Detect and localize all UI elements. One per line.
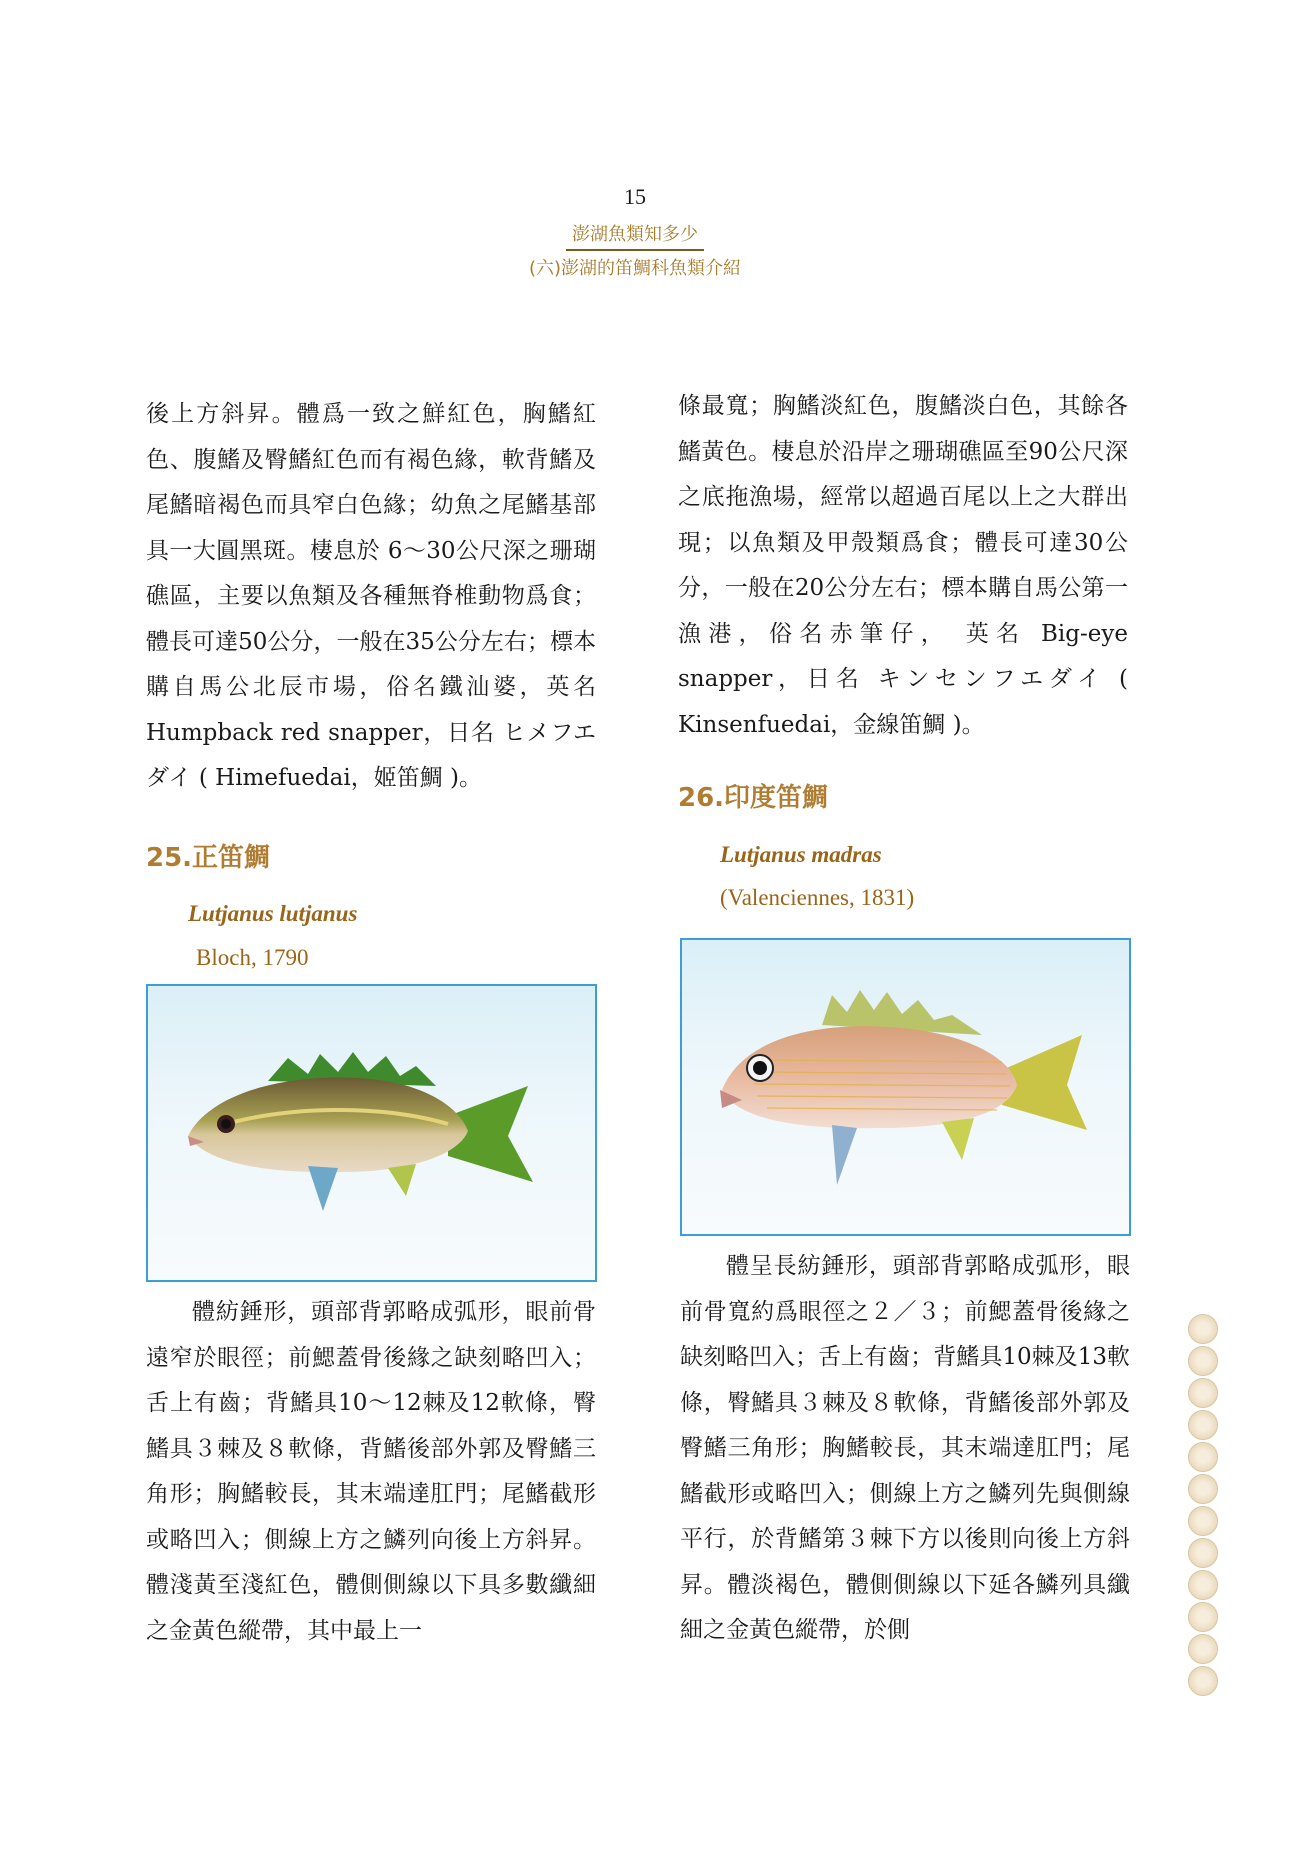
species-25-description: 體紡錘形，頭部背郭略成弧形，眼前骨遠窄於眼徑；前鰓蓋骨後緣之缺刻略凹入；舌上有齒；背鰭具10～12棘及12軟條，臀鰭具３棘及８軟條，背鰭後部外郭及臀鰭三角形；胸鰭較長，其末端達肛門；尾鰭截形或略凹入；側線上方之鱗列向後上方斜昇。體淺黃至淺紅色，體側側線以下具多數纖細之金黃色縱帶，其中最上一 [146, 1299, 596, 1644]
running-title-line1: 澎湖魚類知多少 [566, 220, 704, 251]
page-number: 15 [624, 184, 646, 209]
right-intro-paragraph: 條最寬；胸鰭淡紅色，腹鰭淡白色，其餘各鰭黃色。棲息於沿岸之珊瑚礁區至90公尺深之底拖漁場，經常以超過百尾以上之大群出現；以魚類及甲殼類爲食；體長可達30公分，一般在20公分左右；標本購自馬公第一漁港，俗名赤筆仔， 英名 Big-eye snapper，日名 キンセンフエダイ ( Kinsenfuedai，金線笛鯛 )。 [678, 393, 1128, 738]
coin-icon [1188, 1538, 1218, 1568]
coin-stack-border-icon [1188, 1314, 1222, 1698]
left-column-description [146, 1290, 596, 1654]
coin-icon [1188, 1666, 1218, 1696]
running-title-line2: (六)澎湖的笛鯛科魚類介紹 [528, 258, 742, 279]
species-26-scientific-name: Lutjanus madras [720, 841, 882, 867]
species-25-heading: 25.正笛鯛 [146, 842, 271, 873]
coin-icon [1188, 1474, 1218, 1504]
left-intro-paragraph: 後上方斜昇。體爲一致之鮮紅色，胸鰭紅色、腹鰭及臀鰭紅色而有褐色緣，軟背鰭及尾鰭暗褐色而具窄白色緣；幼魚之尾鰭基部具一大圓黑斑。棲息於 6～30公尺深之珊瑚礁區，主要以魚類及各種無脊椎動物爲食；體長可達50公分，一般在35公分左右；標本購自馬公北辰市場，俗名鐵汕婆，英名 Humpback red snapper，日名 ヒメフエダイ ( Himefuedai，姬笛鯛 )。 [146, 401, 596, 791]
right-column-description [680, 1244, 1130, 1654]
coin-icon [1188, 1506, 1218, 1536]
fish-photo-lutjanus-lutjanus [146, 984, 597, 1282]
species-26-heading: 26.印度笛鯛 [678, 783, 829, 813]
fish-photo-lutjanus-madras [680, 938, 1131, 1236]
running-title [0, 220, 1270, 280]
left-column [146, 392, 596, 980]
species-25-authority: Bloch, 1790 [196, 944, 309, 970]
coin-icon [1188, 1346, 1218, 1376]
coin-icon [1188, 1378, 1218, 1408]
coin-icon [1188, 1442, 1218, 1472]
coin-icon [1188, 1634, 1218, 1664]
coin-icon [1188, 1570, 1218, 1600]
coin-icon [1188, 1602, 1218, 1632]
coin-icon [1188, 1314, 1218, 1344]
species-26-authority: (Valenciennes, 1831) [720, 885, 915, 910]
species-26-description: 體呈長紡錘形，頭部背郭略成弧形，眼前骨寬約爲眼徑之２／３；前鰓蓋骨後緣之缺刻略凹入；舌上有齒；背鰭具10棘及13軟條，臀鰭具３棘及８軟條，背鰭後部外郭及臀鰭三角形；胸鰭較長，其末端達肛門；尾鰭截形或略凹入；側線上方之鱗列先與側線平行，於背鰭第３棘下方以後則向後上方斜昇。體淡褐色，體側側線以下延各鱗列具纖細之金黃色縱帶，於側 [680, 1253, 1130, 1643]
right-column [678, 384, 1128, 921]
coin-icon [1188, 1410, 1218, 1440]
species-25-scientific-name: Lutjanus lutjanus [188, 901, 358, 926]
